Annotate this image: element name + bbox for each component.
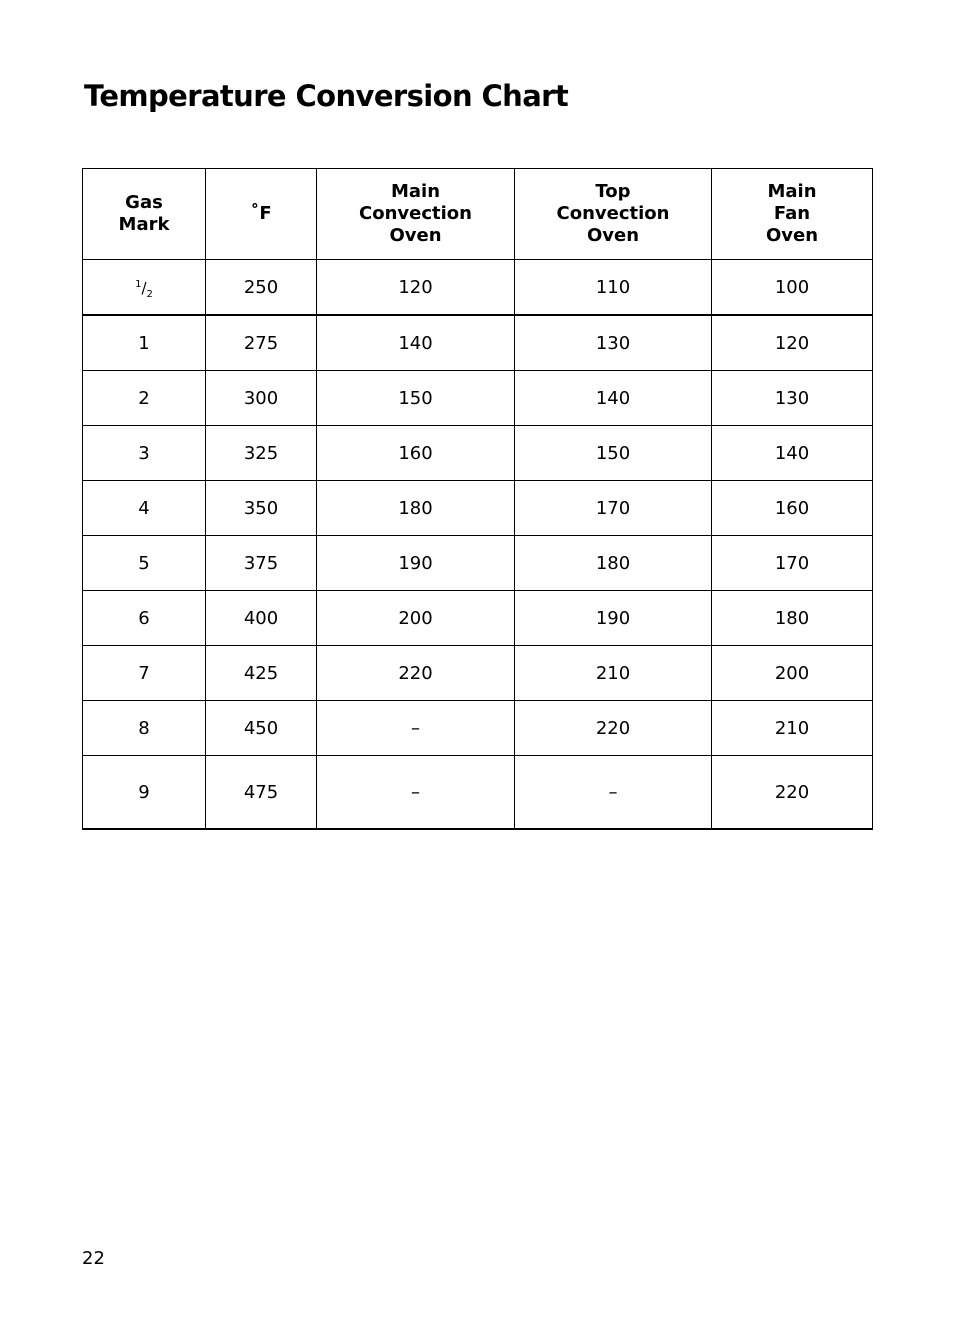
main-convection-cell: 190 — [317, 536, 515, 591]
header-top-convection-oven: Top Convection Oven — [515, 169, 712, 260]
fahrenheit-cell: 475 — [206, 756, 317, 830]
top-convection-cell: 180 — [515, 536, 712, 591]
header-row — [83, 169, 873, 260]
fahrenheit-cell: 450 — [206, 701, 317, 756]
main-convection-cell: 150 — [317, 371, 515, 426]
gas-mark-cell: 2 — [83, 371, 206, 426]
top-convection-cell: 220 — [515, 701, 712, 756]
gas-mark-cell: 8 — [83, 701, 206, 756]
main-convection-cell: 200 — [317, 591, 515, 646]
main-fan-cell: 140 — [712, 426, 873, 481]
top-convection-cell: 210 — [515, 646, 712, 701]
top-convection-cell: 130 — [515, 315, 712, 371]
main-convection-cell: 160 — [317, 426, 515, 481]
header-fahrenheit: ˚F — [206, 169, 317, 260]
gas-mark-cell: 4 — [83, 481, 206, 536]
main-fan-cell: 160 — [712, 481, 873, 536]
main-convection-cell: 180 — [317, 481, 515, 536]
main-fan-cell: 170 — [712, 536, 873, 591]
half-fraction: $^1/_2$ — [135, 278, 153, 300]
table-row — [83, 646, 873, 701]
page-title: Temperature Conversion Chart — [84, 79, 569, 113]
table-row — [83, 315, 873, 371]
fahrenheit-cell: 375 — [206, 536, 317, 591]
table-row — [83, 481, 873, 536]
main-fan-cell: 220 — [712, 756, 873, 830]
table-row — [83, 260, 873, 316]
fahrenheit-cell: 275 — [206, 315, 317, 371]
table-row — [83, 371, 873, 426]
top-convection-cell: 190 — [515, 591, 712, 646]
main-convection-cell: – — [317, 756, 515, 830]
gas-mark-cell: 3 — [83, 426, 206, 481]
fahrenheit-cell: 400 — [206, 591, 317, 646]
table-row — [83, 591, 873, 646]
top-convection-cell: 140 — [515, 371, 712, 426]
fahrenheit-cell: 300 — [206, 371, 317, 426]
header-main-convection-oven: Main Convection Oven — [317, 169, 515, 260]
gas-mark-cell: 9 — [83, 756, 206, 830]
table-row — [83, 701, 873, 756]
fahrenheit-cell: 250 — [206, 260, 317, 316]
top-convection-cell: 170 — [515, 481, 712, 536]
header-gas-mark: Gas Mark — [83, 169, 206, 260]
main-convection-cell: – — [317, 701, 515, 756]
main-fan-cell: 200 — [712, 646, 873, 701]
main-fan-cell: 130 — [712, 371, 873, 426]
main-convection-cell: 140 — [317, 315, 515, 371]
top-convection-cell: – — [515, 756, 712, 830]
gas-mark-cell: 6 — [83, 591, 206, 646]
main-convection-cell: 120 — [317, 260, 515, 316]
fahrenheit-cell: 325 — [206, 426, 317, 481]
gas-mark-cell — [83, 260, 206, 316]
table-row — [83, 536, 873, 591]
gas-mark-cell: 7 — [83, 646, 206, 701]
main-fan-cell: 100 — [712, 260, 873, 316]
gas-mark-cell: 5 — [83, 536, 206, 591]
top-convection-cell: 110 — [515, 260, 712, 316]
main-fan-cell: 210 — [712, 701, 873, 756]
fahrenheit-cell: 350 — [206, 481, 317, 536]
main-fan-cell: 180 — [712, 591, 873, 646]
gas-mark-cell: 1 — [83, 315, 206, 371]
table-row — [83, 426, 873, 481]
top-convection-cell: 150 — [515, 426, 712, 481]
main-convection-cell: 220 — [317, 646, 515, 701]
page-number: 22 — [82, 1248, 105, 1269]
temperature-conversion-table — [82, 168, 873, 830]
table-row — [83, 756, 873, 830]
fahrenheit-cell: 425 — [206, 646, 317, 701]
main-fan-cell: 120 — [712, 315, 873, 371]
header-main-fan-oven: Main Fan Oven — [712, 169, 873, 260]
